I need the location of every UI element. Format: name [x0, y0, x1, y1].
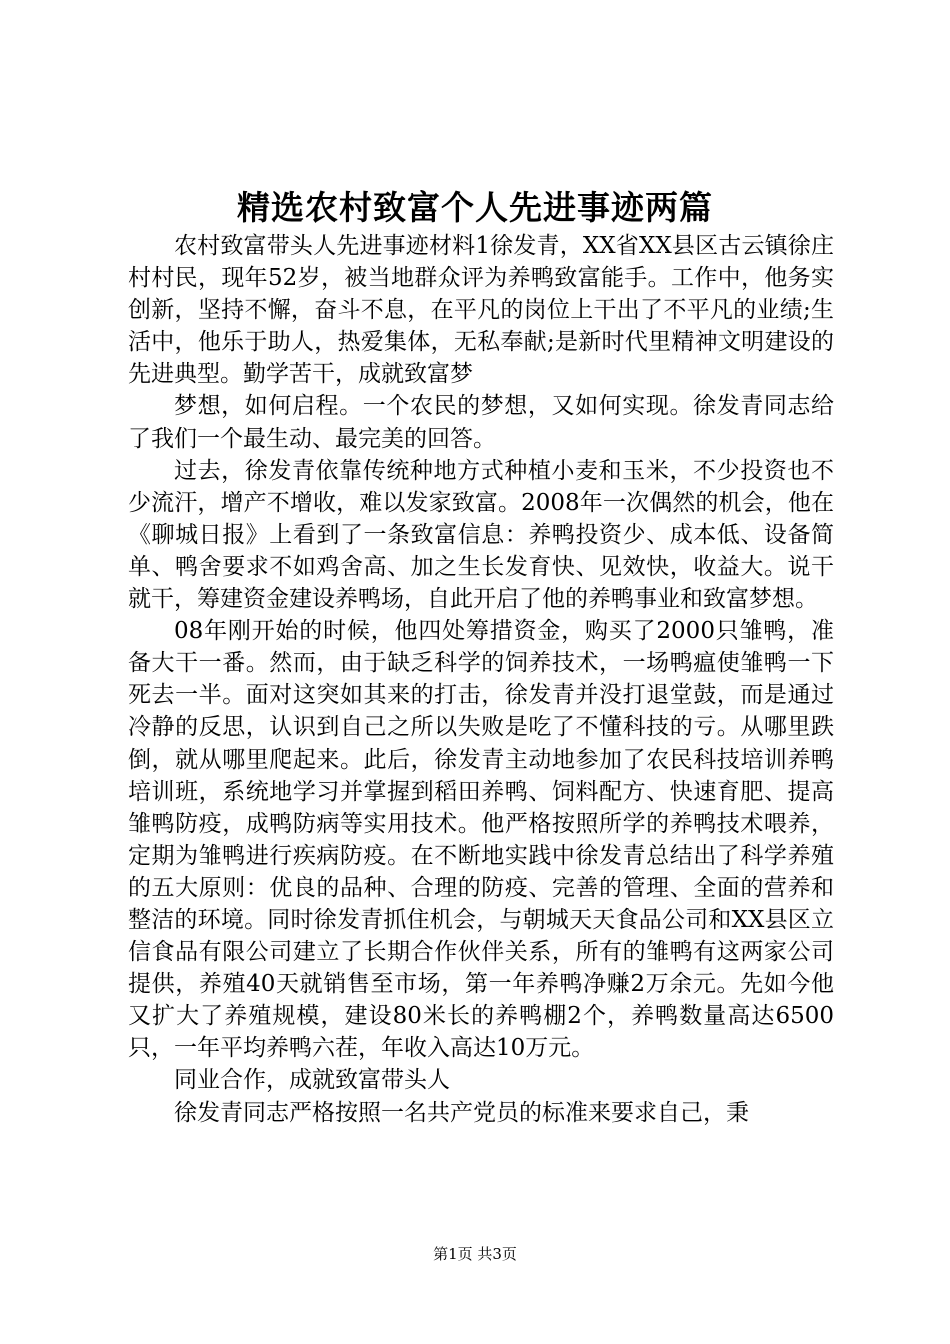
- paragraph-party-member: 徐发青同志严格按照一名共产党员的标准来要求自己，秉: [174, 1099, 749, 1126]
- paragraph-heading-cooperation: 同业合作，成就致富带头人: [174, 1067, 450, 1094]
- document-title: 精选农村致富个人先进事迹两篇: [237, 188, 713, 227]
- paragraph-intro: 农村致富带头人先进事迹材料1徐发青，XX省XX县区古云镇徐庄村村民，现年52岁，被当地群众评为养鸭致富能手。工作中，他务实创新，坚持不懈，奋斗不息，在平凡的岗位上干出了不平凡的业绩;生活中，他乐于助人，热爱集体，无私奉献;是新时代里精神文明建设的先进典型。勤学苦干，成就致富梦: [128, 233, 834, 388]
- paragraph-past: 过去，徐发青依靠传统种地方式种植小麦和玉米，不少投资也不少流汗，增产不增收，难以发家致富。2008年一次偶然的机会，他在《聊城日报》上看到了一条致富信息：养鸭投资少、成本低、设备简单、鸭舍要求不如鸡舍高、加之生长发育快、见效快，收益大。说干就干，筹建资金建设养鸭场，自此开启了他的养鸭事业和致富梦想。: [128, 457, 834, 613]
- paragraph-dream: 梦想，如何启程。一个农民的梦想，又如何实现。徐发青同志给了我们一个最生动、最完美的回答。: [128, 393, 834, 452]
- page-number-footer: 第1页 共3页: [433, 1245, 517, 1263]
- document-body: [128, 230, 834, 1129]
- paragraph-2008: 08年刚开始的时候，他四处筹措资金，购买了2000只雏鸭，准备大干一番。然而，由于缺乏科学的饲养技术，一场鸭瘟使雏鸭一下死去一半。面对这突如其来的打击，徐发青并没打退堂鼓，而是通过冷静的反思，认识到自己之所以失败是吃了不懂科技的亏。从哪里跌倒，就从哪里爬起来。此后，徐发青主动地参加了农民科技培训养鸭培训班，系统地学习并掌握到稻田养鸭、饲料配方、快速育肥、提高雏鸭防疫，成鸭防病等实用技术。他严格按照所学的养鸭技术喂养，定期为雏鸭进行疾病防疫。在不断地实践中徐发青总结出了科学养殖的五大原则：优良的品种、合理的防疫、完善的管理、全面的营养和整洁的环境。同时徐发青抓住机会，与朝城天天食品公司和XX县区立信食品有限公司建立了长期合作伙伴关系，所有的雏鸭有这两家公司提供，养殖40天就销售至市场，第一年养鸭净赚2万余元。先如今他又扩大了养殖规模，建设80米长的养鸭棚2个，养鸭数量高达6500只，一年平均养鸭六茬，年收入高达10万元。: [128, 618, 834, 1062]
